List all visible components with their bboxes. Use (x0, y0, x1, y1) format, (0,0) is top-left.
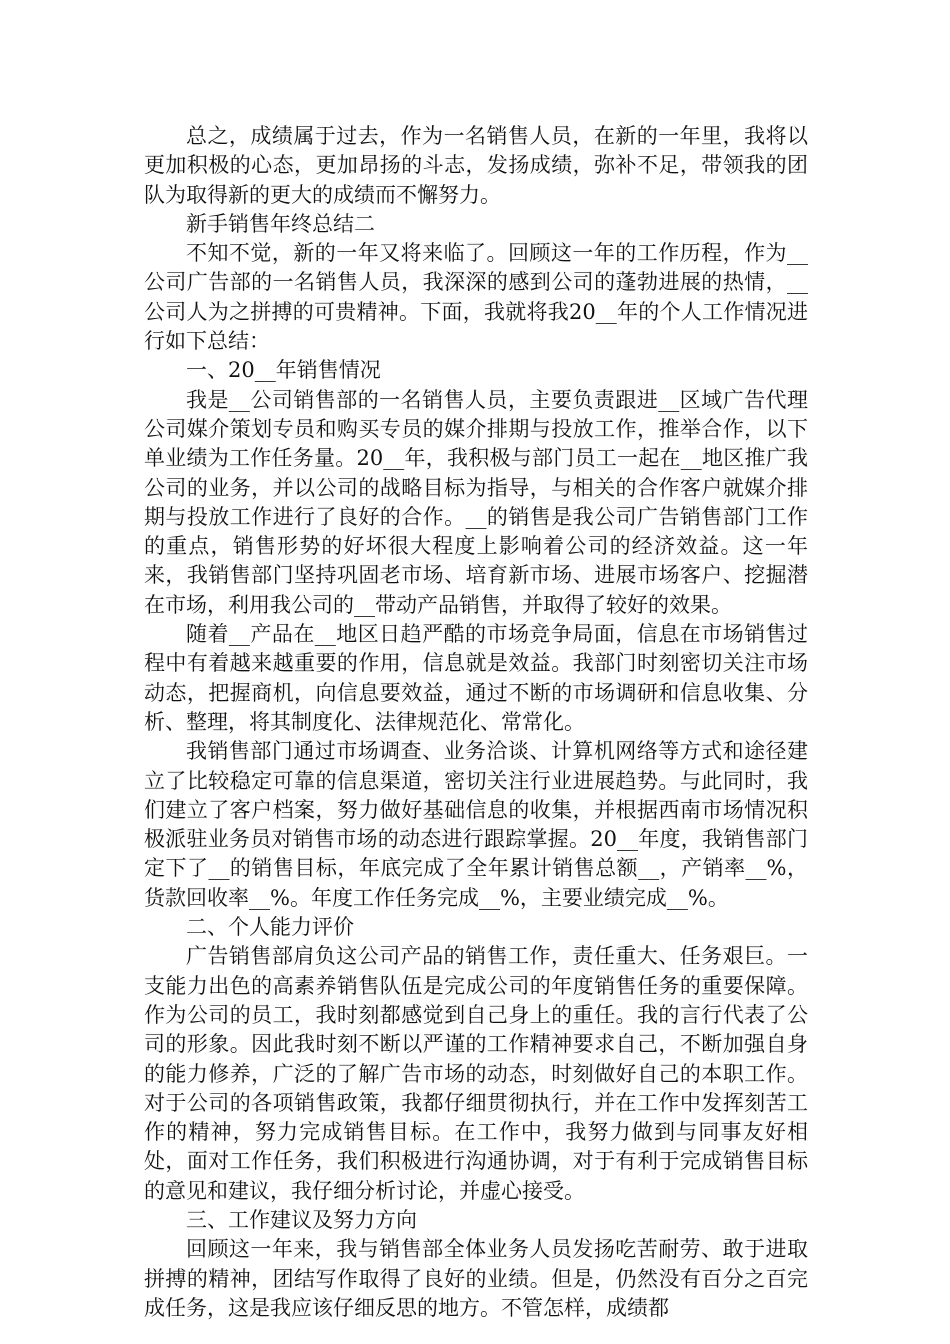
paragraph-sales-results: 我销售部门通过市场调查、业务洽谈、计算机网络等方式和途径建立了比较稳定可靠的信息渠道，密切关注行业进展趋势。与此同时，我们建立了客户档案，努力做好基础信息的收集，并根据西南市场情况积极派驻业务员对销售市场的动态进行跟踪掌握。20__年度，我销售部门定下了__的销售目标，年底完成了全年累计销售总额__，产销率__%，货款回收率__%。年度工作任务完成__%，主要业绩完成__%。 (144, 739, 808, 910)
paragraph-ability: 广告销售部肩负这公司产品的销售工作，责任重大、任务艰巨。一支能力出色的高素养销售队伍是完成公司的年度销售任务的重要保障。作为公司的员工，我时刻都感觉到自己身上的重任。我的言行代表了公司的形象。因此我时刻不断以严谨的工作精神要求自己，不断加强自身的能力修养，广泛的了解广告市场的动态，时刻做好自己的本职工作。对于公司的各项销售政策，我都仔细贯彻执行，并在工作中发挥刻苦工作的精神，努力完成销售目标。在工作中，我努力做到与同事友好相处，面对工作任务，我们积极进行沟通协调，对于有利于完成销售目标的意见和建议，我仔细分析讨论，并虚心接受。 (144, 944, 808, 1203)
section-title-summary-two: 新手销售年终总结二 (186, 211, 375, 236)
paragraph-market-info: 随着__产品在__地区日趋严酷的市场竞争局面，信息在市场销售过程中有着越来越重要的作用，信息就是效益。我部门时刻密切关注市场动态，把握商机，向信息要效益，通过不断的市场调研和信息收集、分析、整理，将其制度化、法律规范化、常常化。 (144, 622, 808, 734)
heading-ability-evaluation: 二、个人能力评价 (186, 915, 354, 940)
paragraph-conclusion: 总之，成绩属于过去，作为一名销售人员，在新的一年里，我将以更加积极的心态，更加昂扬的斗志，发扬成绩，弥补不足，带领我的团队为取得新的更大的成绩而不懈努力。 (144, 124, 808, 207)
paragraph-intro: 不知不觉，新的一年又将来临了。回顾这一年的工作历程，作为__公司广告部的一名销售人员，我深深的感到公司的蓬勃进展的热情，__公司人为之拼搏的可贵精神。下面，我就将我20__年的个人工作情况进行如下总结： (144, 241, 808, 354)
document-page (144, 122, 808, 1323)
heading-suggestions: 三、工作建议及努力方向 (186, 1207, 417, 1232)
paragraph-sales-duties: 我是__公司销售部的一名销售人员，主要负责跟进__区域广告代理公司媒介策划专员和购买专员的媒介排期与投放工作，推举合作，以下单业绩为工作任务量。20__年，我积极与部门员工一起在__地区推广我公司的业务，并以公司的战略目标为指导，与相关的合作客户就媒介排期与投放工作进行了良好的合作。__的销售是我公司广告销售部门工作的重点，销售形势的好坏很大程度上影响着公司的经济效益。这一年来，我销售部门坚持巩固老市场、培育新市场、进展市场客户、挖掘潜在市场，利用我公司的__带动产品销售，并取得了较好的效果。 (144, 387, 808, 617)
paragraph-review: 回顾这一年来，我与销售部全体业务人员发扬吃苦耐劳、敢于进取拼搏的精神，团结写作取得了良好的业绩。但是，仍然没有百分之百完成任务，这是我应该仔细反思的地方。不管怎样，成绩都 (144, 1237, 808, 1320)
heading-sales-situation: 一、20__年销售情况 (186, 358, 381, 383)
